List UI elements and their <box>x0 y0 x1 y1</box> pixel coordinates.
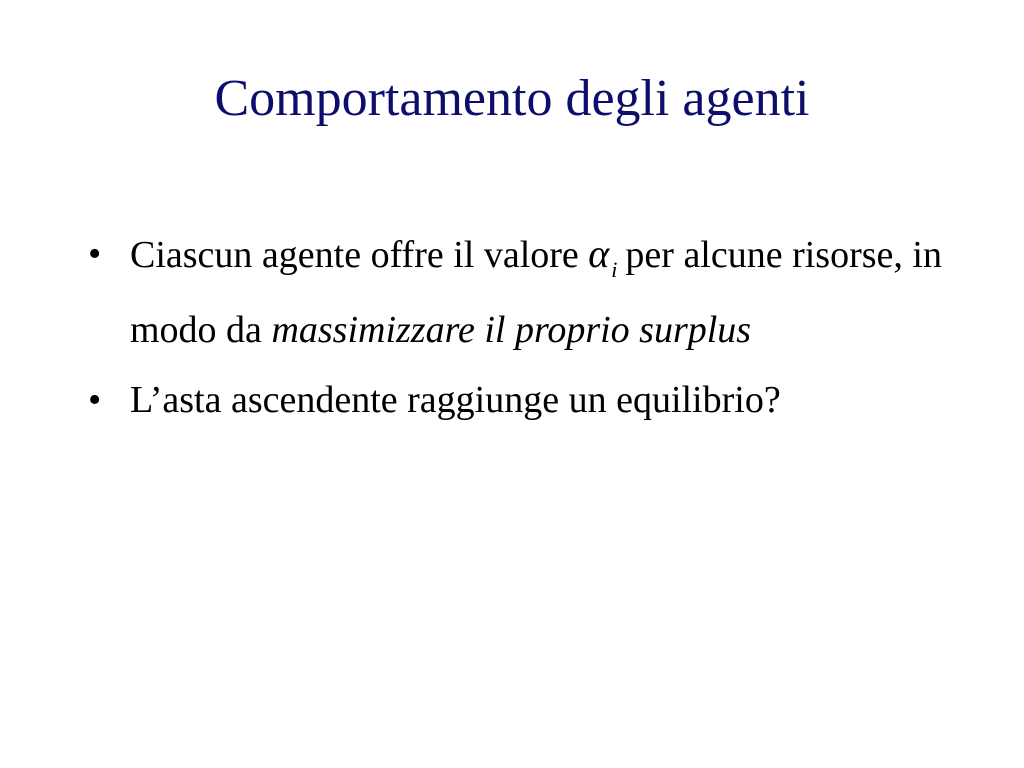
bullet-glyph: • <box>88 379 102 421</box>
alpha-symbol: α <box>588 231 610 276</box>
slide-title: Comportamento degli agenti <box>214 70 810 127</box>
bullet-1-emphasis: massimizzare il proprio surplus <box>271 309 752 351</box>
bullet-1-text-middle: per alcune risorse, in modo da <box>130 234 942 351</box>
bullet-item-2 <box>82 370 962 430</box>
bullet-list <box>82 224 962 440</box>
bullet-2-text: L’asta ascendente raggiunge un equilibrio? <box>130 379 781 421</box>
bullet-glyph: • <box>88 233 102 275</box>
bullet-1-text-start: Ciascun agente offre il valore <box>130 234 589 276</box>
alpha-subscript: i <box>611 257 618 282</box>
bullet-item-1 <box>82 224 962 360</box>
